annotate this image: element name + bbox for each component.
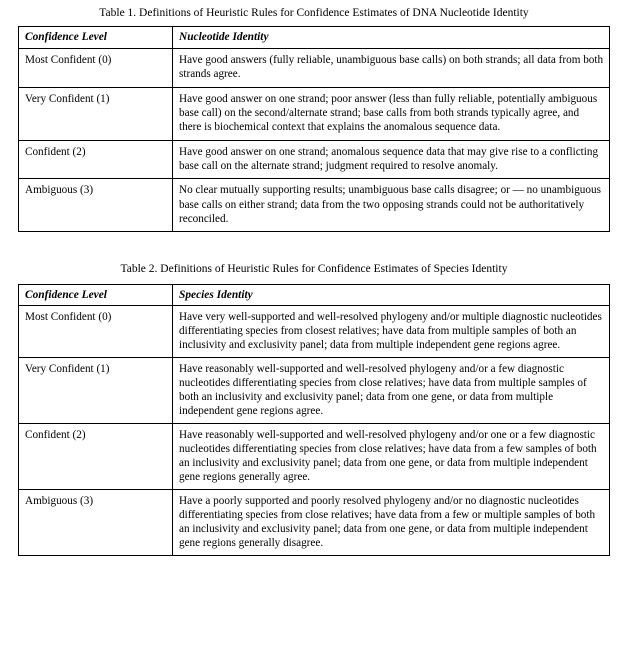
table-2-row-0-level: Most Confident (0) bbox=[19, 305, 173, 357]
table-gap-spacer bbox=[18, 232, 610, 262]
table-row bbox=[19, 357, 610, 423]
table-1-row-2-level: Confident (2) bbox=[19, 140, 173, 179]
table-row bbox=[19, 423, 610, 489]
table-row bbox=[19, 140, 610, 179]
table-2-header-species-identity: Species Identity bbox=[173, 284, 610, 305]
table-1-row-1-definition: Have good answer on one strand; poor answer (less than fully reliable, potentially ambiguous base call) on the second/alternate strand; base calls from both strands typically agree, and there is biochemical context that explains the anomalous sequence data. bbox=[173, 87, 610, 140]
table-2-row-3-definition: Have a poorly supported and poorly resolved phylogeny and/or no diagnostic nucleotides differentiating species from close relatives; have data from a few or multiple samples of both an inclusivity and exclusivity panel; data from one gene, or data from multiple independent gene regions generally disagree. bbox=[173, 489, 610, 555]
table-2-row-1-definition: Have reasonably well-supported and well-resolved phylogeny and/or a few diagnostic nucleotides differentiating species from close relatives; have data from multiple samples of both an inclusivity and exclusivity panel; data from one gene, or data from multiple independent gene regions agree. bbox=[173, 357, 610, 423]
table-2-header-confidence-level: Confidence Level bbox=[19, 284, 173, 305]
table-2-caption: Table 2. Definitions of Heuristic Rules for Confidence Estimates of Species Identity bbox=[120, 263, 508, 276]
table-1-row-1-level: Very Confident (1) bbox=[19, 87, 173, 140]
table-row bbox=[19, 179, 610, 232]
table-1-caption: Table 1. Definitions of Heuristic Rules for Confidence Estimates of DNA Nucleotide Identity bbox=[99, 7, 529, 19]
table-2-row-3-level: Ambiguous (3) bbox=[19, 489, 173, 555]
table-row bbox=[19, 305, 610, 357]
table-1-row-3-definition: No clear mutually supporting results; unambiguous base calls disagree; or — no unambiguous base calls on either strand; data from the two opposing strands could not be authoritatively reconciled. bbox=[173, 179, 610, 232]
table-1-header-row bbox=[19, 27, 610, 49]
table-2-row-1-level: Very Confident (1) bbox=[19, 357, 173, 423]
table-2-row-2-level: Confident (2) bbox=[19, 423, 173, 489]
table-1-row-3-level: Ambiguous (3) bbox=[19, 179, 173, 232]
table-1-row-0-definition: Have good answers (fully reliable, unambiguous base calls) on both strands; all data from both strands agree. bbox=[173, 48, 610, 87]
table-1 bbox=[18, 26, 610, 232]
table-2-header-row bbox=[19, 284, 610, 305]
table-row bbox=[19, 48, 610, 87]
table-row bbox=[19, 87, 610, 140]
table-row bbox=[19, 489, 610, 555]
table-2-row-2-definition: Have reasonably well-supported and well-resolved phylogeny and/or one or a few diagnostic nucleotides differentiating species from close relatives; have data from a few samples of both an inclusivity and exclusivity panel; data from one gene, or data from multiple independent gene regions generally agree. bbox=[173, 423, 610, 489]
table-1-row-2-definition: Have good answer on one strand; anomalous sequence data that may give rise to a conflicting base call on the alternate strand; judgment required to resolve anomaly. bbox=[173, 140, 610, 179]
table-2-row-0-definition: Have very well-supported and well-resolved phylogeny and/or multiple diagnostic nucleotides differentiating species from closest relatives; have data from multiple samples of both an inclusivity and exclusivity panel; data from multiple independent gene regions agree. bbox=[173, 305, 610, 357]
table-1-header-confidence-level: Confidence Level bbox=[19, 27, 173, 49]
table-1-header-nucleotide-identity: Nucleotide Identity bbox=[173, 27, 610, 49]
table-2 bbox=[18, 284, 610, 556]
table-1-row-0-level: Most Confident (0) bbox=[19, 48, 173, 87]
